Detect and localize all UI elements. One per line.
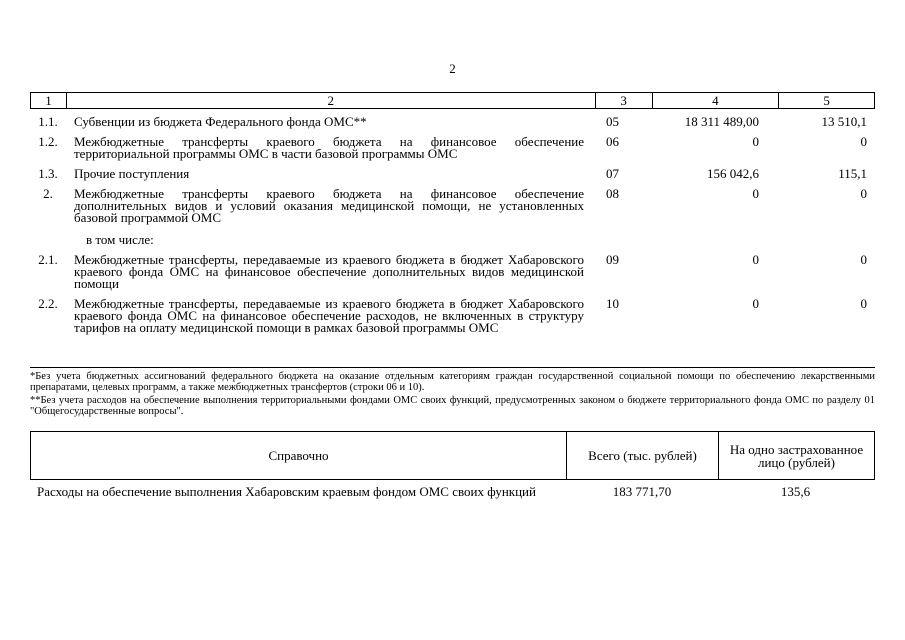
row-total: 183 771,70 [612, 484, 672, 499]
main-table-header [30, 92, 875, 109]
row-text: Прочие поступления [74, 166, 190, 181]
row-value-col5: 115,1 [838, 166, 867, 181]
row-value-col4: 156 042,6 [707, 166, 759, 181]
row-value-col4: 0 [752, 134, 759, 149]
footnote: **Без учета расходов на обеспечение выполнения территориальными фондами ОМС своих функций, предусмотренных законом о бюджете территориального фонда ОМС по разделу 01 "Общегосударственные вопросы". [30, 395, 875, 417]
row-value-col4: 0 [752, 296, 759, 311]
row-text: Межбюджетные трансферты, передаваемые из краевого бюджета в бюджет Хабаровского краевого фонда ОМС на финансовое обеспечение расходов, не включенных в структуру тарифов на оплату медицинской помощи в рамках базовой программы ОМС [74, 296, 584, 335]
row-text: Субвенции из бюджета Федерального фонда ОМС** [74, 114, 367, 129]
column-header: 2 [67, 93, 596, 108]
row-value-col4: 0 [752, 252, 759, 267]
row-value-col5: 13 510,1 [821, 114, 867, 129]
row-text: Межбюджетные трансферты краевого бюджета на финансовое обеспечение территориальной программы ОМС в части базовой программы ОМС [74, 134, 584, 161]
reference-table-header [30, 431, 875, 480]
row-code: 09 [606, 252, 619, 267]
row-code: 06 [606, 134, 619, 149]
row-value-col5: 0 [860, 186, 867, 201]
row-number: 1.2. [38, 134, 58, 149]
row-value-col5: 0 [860, 134, 867, 149]
row-code: 05 [606, 114, 619, 129]
row-code: 07 [606, 166, 619, 181]
footnote-divider [30, 367, 875, 368]
row-value-col4: 18 311 489,00 [684, 114, 759, 129]
row-number: 2.2. [38, 296, 58, 311]
row-text: Межбюджетные трансферты краевого бюджета на финансовое обеспечение дополнительных видов и условий оказания медицинской помощи, не установленных базовой программой ОМС [74, 186, 584, 225]
footnote: *Без учета бюджетных ассигнований федерального бюджета на оказание отдельным категориям граждан государственной социальной помощи по обеспечению лекарственными препаратами, целевых программ, а также межбюджетных трансфертов (строки 06 и 10). [30, 371, 875, 393]
row-value-col4: 0 [752, 186, 759, 201]
column-header: 5 [823, 93, 830, 108]
row-value-col5: 0 [860, 296, 867, 311]
row-text: в том числе: [86, 232, 154, 247]
column-header: На одно застрахованное лицо (рублей) [729, 441, 864, 470]
row-code: 08 [606, 186, 619, 201]
page-number: 2 [449, 61, 456, 76]
row-number: 2.1. [38, 252, 58, 267]
row-per-person: 135,6 [780, 484, 811, 499]
column-header: 3 [596, 93, 653, 108]
row-number: 2. [43, 186, 53, 201]
column-header: Всего (тыс. рублей) [567, 432, 719, 479]
row-value-col5: 0 [860, 252, 867, 267]
row-number: 1.3. [38, 166, 58, 181]
column-header: 4 [653, 93, 780, 108]
column-header: 1 [31, 93, 67, 108]
row-code: 10 [606, 296, 619, 311]
row-number: 1.1. [38, 114, 58, 129]
column-header: Справочно [31, 432, 567, 479]
row-text: Расходы на обеспечение выполнения Хабаровским краевым фондом ОМС своих функций [37, 484, 536, 499]
row-text: Межбюджетные трансферты, передаваемые из краевого бюджета в бюджет Хабаровского краевого фонда ОМС на финансовое обеспечение дополнительных видов медицинской помощи [74, 252, 584, 291]
